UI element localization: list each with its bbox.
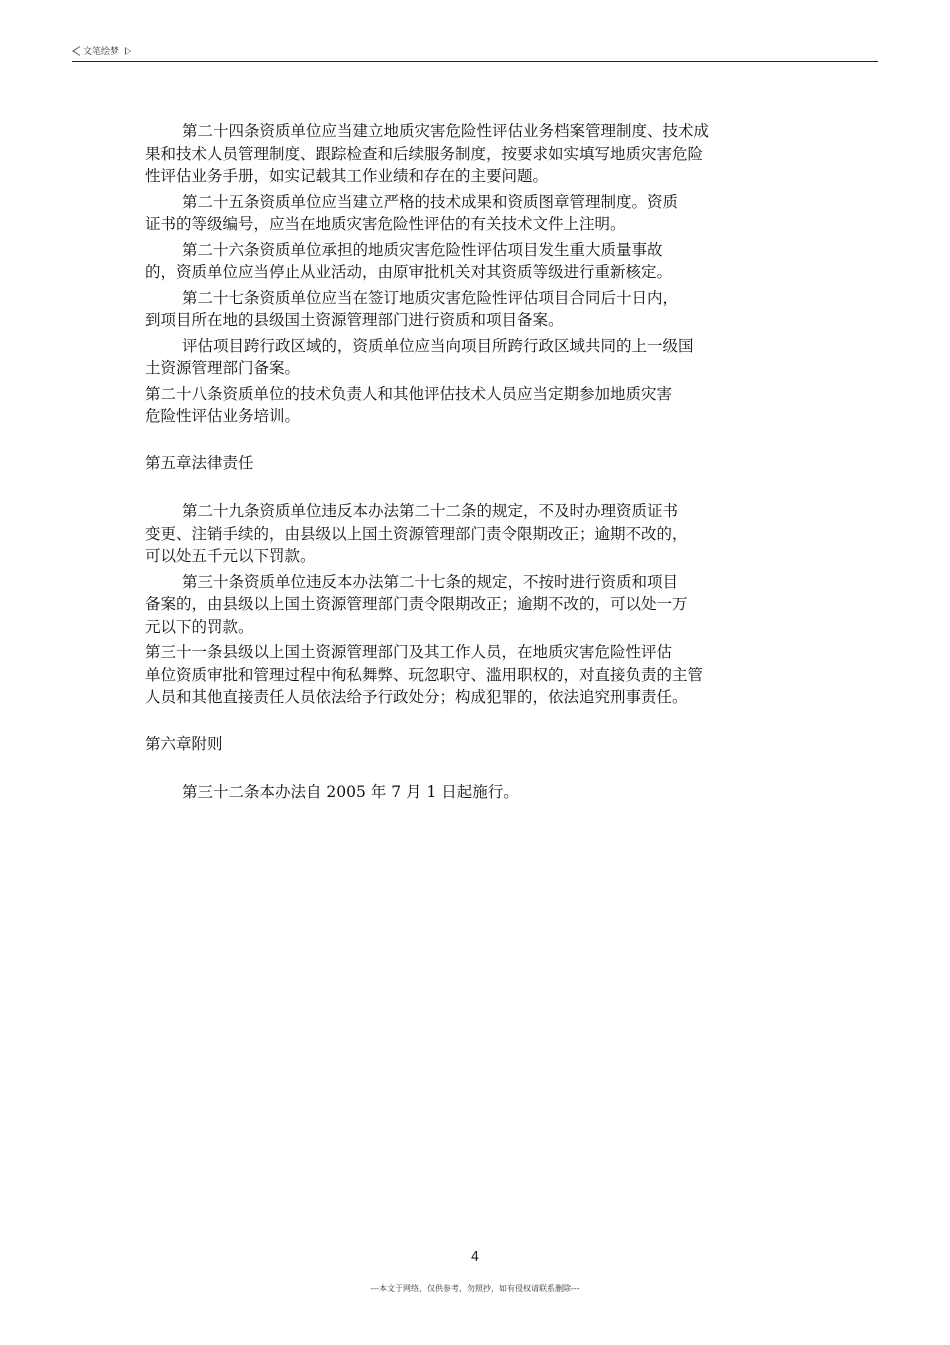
text-line: 证书的等级编号，应当在地质灾害危险性评估的有关技术文件上注明。 xyxy=(145,215,626,233)
text-line: 第二十四条资质单位应当建立地质灾害危险性评估业务档案管理制度、技术成 xyxy=(182,122,710,140)
text-line: 第二十八条资质单位的技术负责人和其他评估技术人员应当定期参加地质灾害 xyxy=(145,384,673,403)
text-line: 第二十九条资质单位违反本办法第二十二条的规定，不及时办理资质证书 xyxy=(182,502,679,520)
article-26 xyxy=(145,239,810,284)
article-27-supplement xyxy=(145,335,810,380)
footer-disclaimer: ---本文于网络，仅供参考，勿照抄，如有侵权请联系删除--- xyxy=(370,1284,580,1293)
text-line: 第三十条资质单位违反本办法第二十七条的规定，不按时进行资质和项目 xyxy=(182,572,679,591)
text-line: 第二十六条资质单位承担的地质灾害危险性评估项目发生重大质量事故 xyxy=(182,240,663,259)
article-27 xyxy=(145,287,810,332)
text-line: 土资源管理部门备案。 xyxy=(145,359,301,377)
page-number: 4 xyxy=(470,1250,480,1265)
text-line: 人员和其他直接责任人员依法给予行政处分；构成犯罪的，依法追究刑事责任。 xyxy=(145,688,688,706)
chapter-5-heading: 第五章法律责任 xyxy=(145,453,254,472)
text-line: 第二十五条资质单位应当建立严格的技术成果和资质图章管理制度。资质 xyxy=(182,192,679,211)
text-line: 第三十二条本办法自 2005 年 7 月 1 日起施行。 xyxy=(182,783,519,801)
article-25 xyxy=(145,191,810,236)
triangle-left-icon xyxy=(72,46,80,56)
article-28 xyxy=(145,383,810,428)
text-line: 危险性评估业务培训。 xyxy=(145,407,301,425)
text-line: 性评估业务手册，如实记载其工作业绩和存在的主要问题。 xyxy=(145,167,549,185)
chapter-6-heading: 第六章附则 xyxy=(145,734,223,753)
article-30 xyxy=(145,571,810,639)
text-line: 的，资质单位应当停止从业活动，由原审批机关对其资质等级进行重新核定。 xyxy=(145,263,673,281)
document-body xyxy=(145,120,810,804)
text-line: 可以处五千元以下罚款。 xyxy=(145,547,316,565)
page-header xyxy=(72,44,131,57)
text-line: 单位资质审批和管理过程中徇私舞弊、玩忽职守、滥用职权的，对直接负责的主管 xyxy=(145,665,704,684)
article-29 xyxy=(145,500,810,568)
article-31 xyxy=(145,641,810,709)
triangle-right-icon xyxy=(125,47,131,55)
text-line: 评估项目跨行政区域的，资质单位应当向项目所跨行政区域共同的上一级国 xyxy=(182,336,694,355)
text-line: 备案的，由县级以上国土资源管理部门责令限期改正；逾期不改的，可以处一万 xyxy=(145,595,688,613)
text-line: 第二十七条资质单位应当在签订地质灾害危险性评估项目合同后十日内， xyxy=(182,288,679,307)
text-line: 果和技术人员管理制度、跟踪检查和后续服务制度，按要求如实填写地质灾害危险 xyxy=(145,144,704,163)
text-line: 到项目所在地的县级国土资源管理部门进行资质和项目备案。 xyxy=(145,311,564,329)
header-divider xyxy=(72,61,878,62)
text-line: 变更、注销手续的，由县级以上国土资源管理部门责令限期改正；逾期不改的， xyxy=(145,524,688,543)
header-title: 文笔绘梦 xyxy=(83,47,120,57)
text-line: 元以下的罚款。 xyxy=(145,617,254,636)
article-24 xyxy=(145,120,810,188)
article-32 xyxy=(145,781,810,804)
text-line: 第三十一条县级以上国土资源管理部门及其工作人员，在地质灾害危险性评估 xyxy=(145,643,673,661)
